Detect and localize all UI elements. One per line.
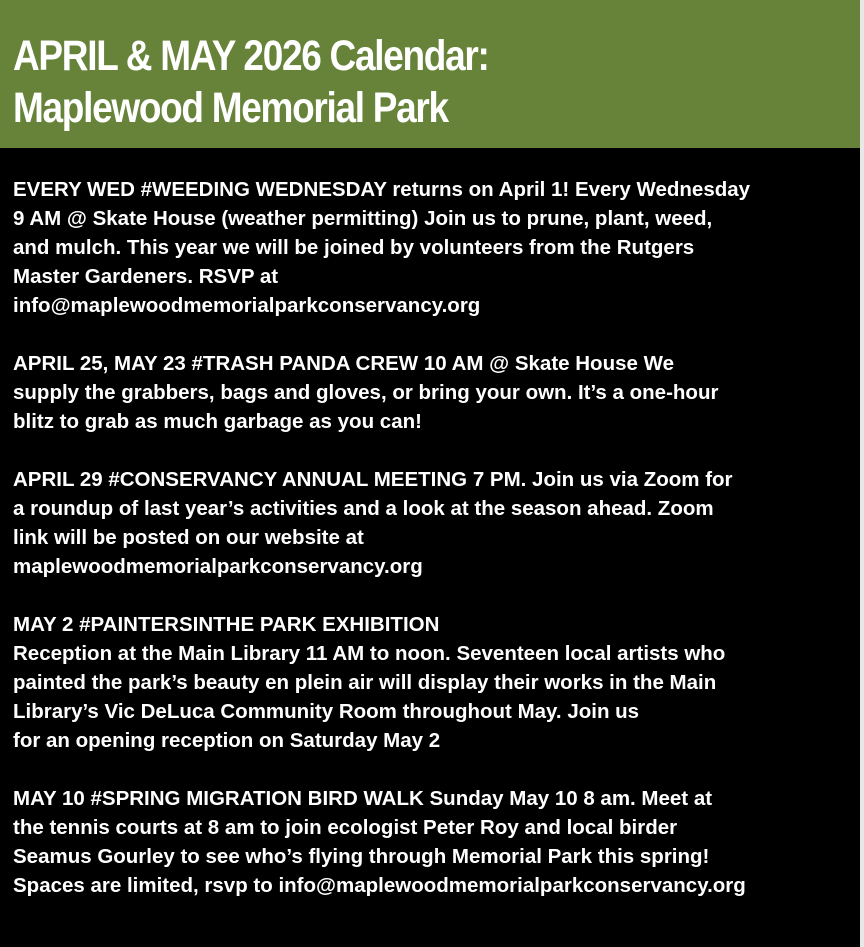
event-list — [13, 175, 853, 929]
header-banner — [0, 0, 860, 148]
page-title — [13, 30, 488, 134]
event-bird-walk: MAY 10 #SPRING MIGRATION BIRD WALK Sunday May 10 8 am. Meet at the tennis courts at 8 am to join ecologist Peter Roy and local birder Seamus Gourley to see who’s flying through Memorial Park this spring! Spaces are limited, rsvp to info@maplewoodmemorialparkconservancy.org — [13, 787, 746, 897]
event-annual-meeting: APRIL 29 #CONSERVANCY ANNUAL MEETING 7 PM. Join us via Zoom for a roundup of last year’s activities and a look at the season ahead. Zoom link will be posted on our website at maplewoodmemorialparkconservancy.org — [13, 468, 733, 578]
right-border — [860, 0, 864, 947]
event-painters-in-the-park: MAY 2 #PAINTERSINTHE PARK EXHIBITION Reception at the Main Library 11 AM to noon. Seventeen local artists who painted the park’s beauty en plein air will display their works in the Main Library’s Vic DeLuca Community Room throughout May. Join us for an opening reception on Saturday May 2 — [13, 613, 726, 752]
title-line-1: APRIL & MAY 2026 Calendar: — [13, 32, 489, 80]
event-weeding-wednesday: EVERY WED #WEEDING WEDNESDAY returns on April 1! Every Wednesday 9 AM @ Skate House (weather permitting) Join us to prune, plant, weed, and mulch. This year we will be joined by volunteers from the Rutgers Master Gardeners. RSVP at info@maplewoodmemorialparkconservancy.org — [13, 178, 751, 317]
event-trash-panda-crew: APRIL 25, MAY 23 #TRASH PANDA CREW 10 AM @ Skate House We supply the grabbers, bags and gloves, or bring your own. It’s a one-hour blitz to grab as much garbage as you can! — [13, 352, 719, 433]
title-line-2: Maplewood Memorial Park — [13, 84, 448, 132]
